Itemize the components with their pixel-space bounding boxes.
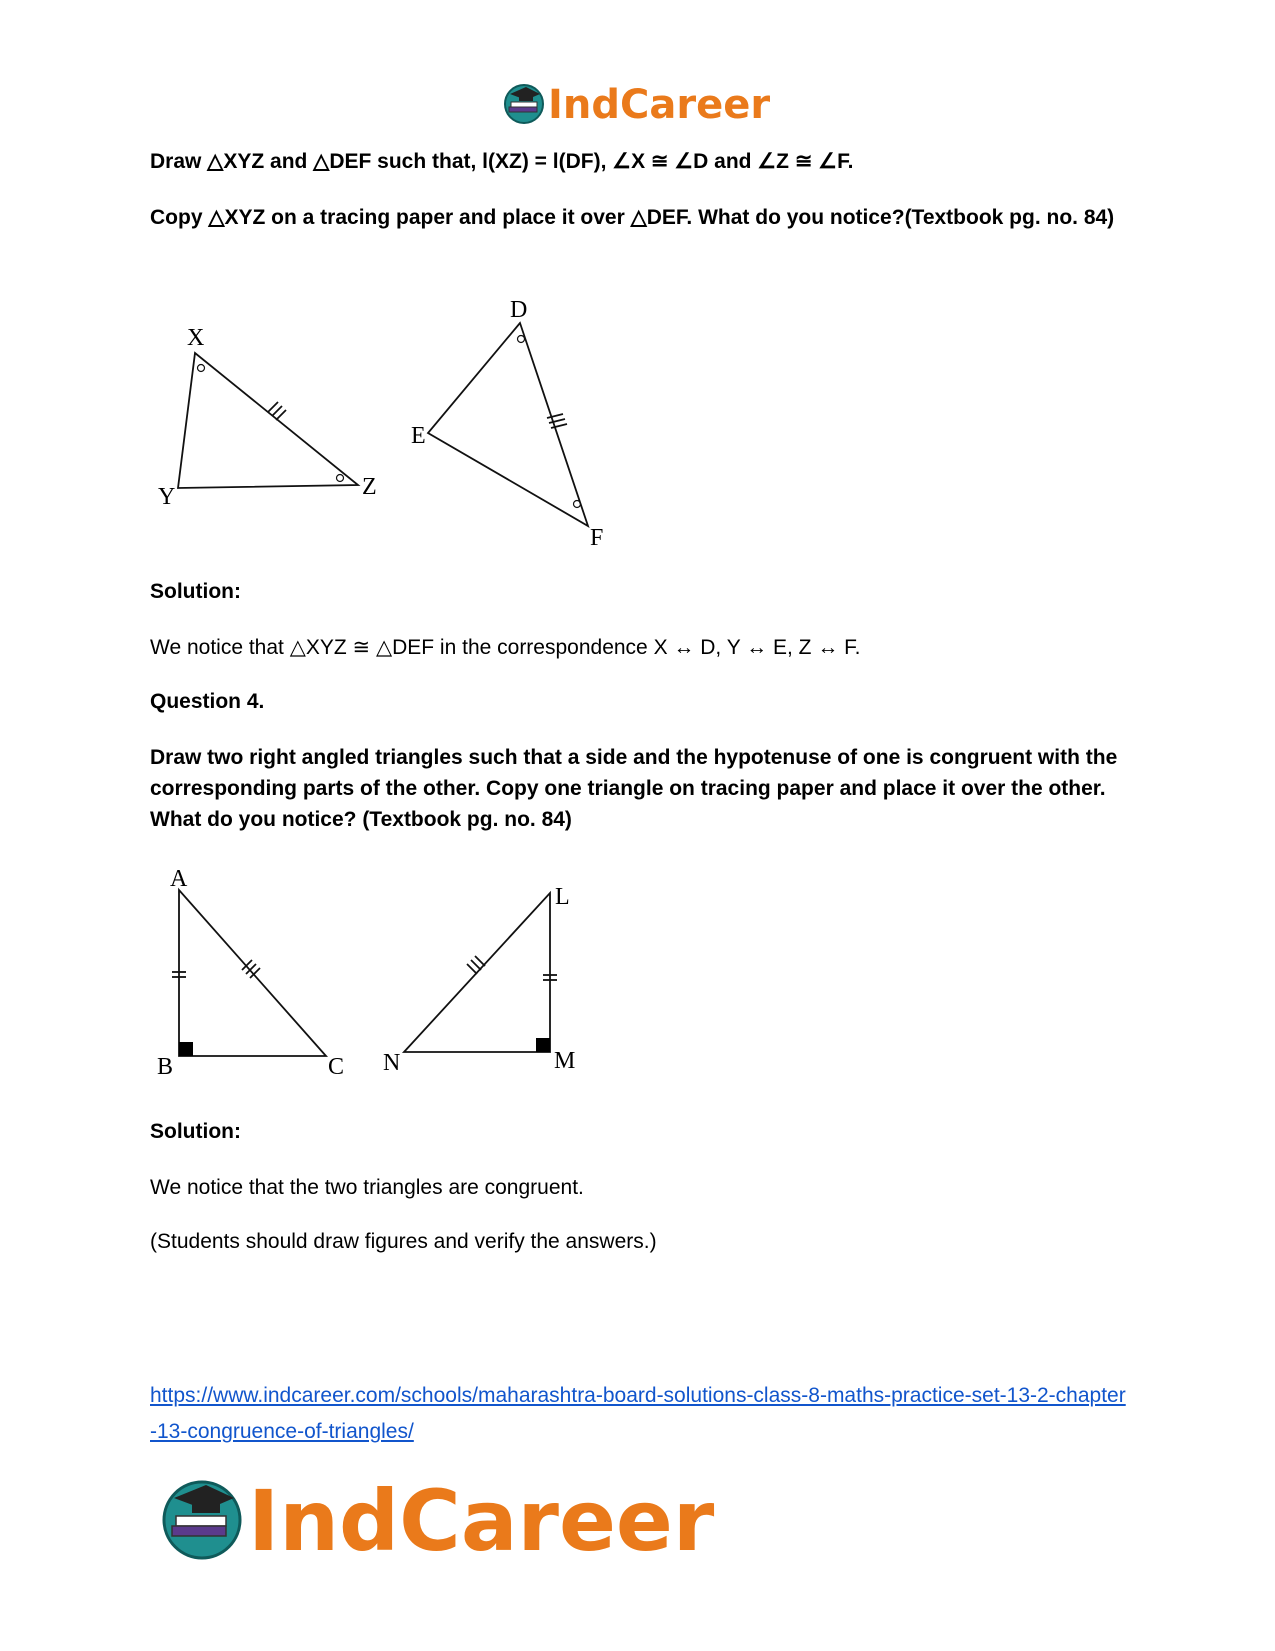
triangle-xyz [178,353,358,488]
triangle-def [428,323,588,526]
logo-brand-text: IndCareer [548,82,771,128]
vertex-label-b: B [157,1054,174,1080]
vertex-label-e: E [411,423,426,449]
solution2-heading: Solution: [150,1120,241,1143]
vertex-label-m: M [554,1048,576,1074]
q4-text: Draw two right angled triangles such that a side and the hypotenuse of one is congruent with the corresponding parts of the other. Copy one triangle on tracing paper and place it over the other. What do you notice? (Textbook pg. no. 84) [150,746,1118,831]
note-text: (Students should draw figures and verify the answers.) [150,1230,657,1253]
graduation-cap-books-globe-icon [505,85,543,123]
vertex-label-c: C [328,1054,345,1080]
vertex-label-a: A [170,866,188,892]
vertex-label-n: N [383,1050,401,1076]
solution2-text: We notice that the two triangles are congruent. [150,1176,584,1199]
vertex-label-l: L [555,884,570,910]
vertex-label-z: Z [362,474,377,500]
indcareer-logo-bottom[interactable] [160,1468,720,1568]
q4-heading: Question 4. [150,690,265,713]
graduation-cap-books-globe-icon [164,1482,240,1558]
triangle-lmn [404,893,557,1052]
logo-brand-text-bottom: IndCareer [248,1472,715,1568]
vertex-label-y: Y [158,484,176,510]
vertex-label-x: X [187,325,205,351]
vertex-label-d: D [510,297,528,323]
indcareer-logo-top[interactable] [502,78,772,130]
source-url-link[interactable]: https://www.indcareer.com/schools/maharashtra-board-solutions-class-8-maths-practice-set-13-2-chapter-13-congruence-of-triangles/ [150,1384,1126,1443]
right-triangles-abc-lmn-figure [140,860,600,1080]
q3-line2: Copy △XYZ on a tracing paper and place it over △DEF. What do you notice?(Textbook pg. no. 84) [150,206,1115,229]
vertex-label-f: F [590,525,604,550]
triangle-abc [172,890,326,1056]
triangles-xyz-def-figure [140,290,620,550]
solution1-heading: Solution: [150,580,241,603]
solution1-text: We notice that △XYZ ≅ △DEF in the correspondence X ↔ D, Y ↔ E, Z ↔ F. [150,636,861,659]
q3-line1: Draw △XYZ and △DEF such that, l(XZ) = l(DF), ∠X ≅ ∠D and ∠Z ≅ ∠F. [150,150,854,173]
